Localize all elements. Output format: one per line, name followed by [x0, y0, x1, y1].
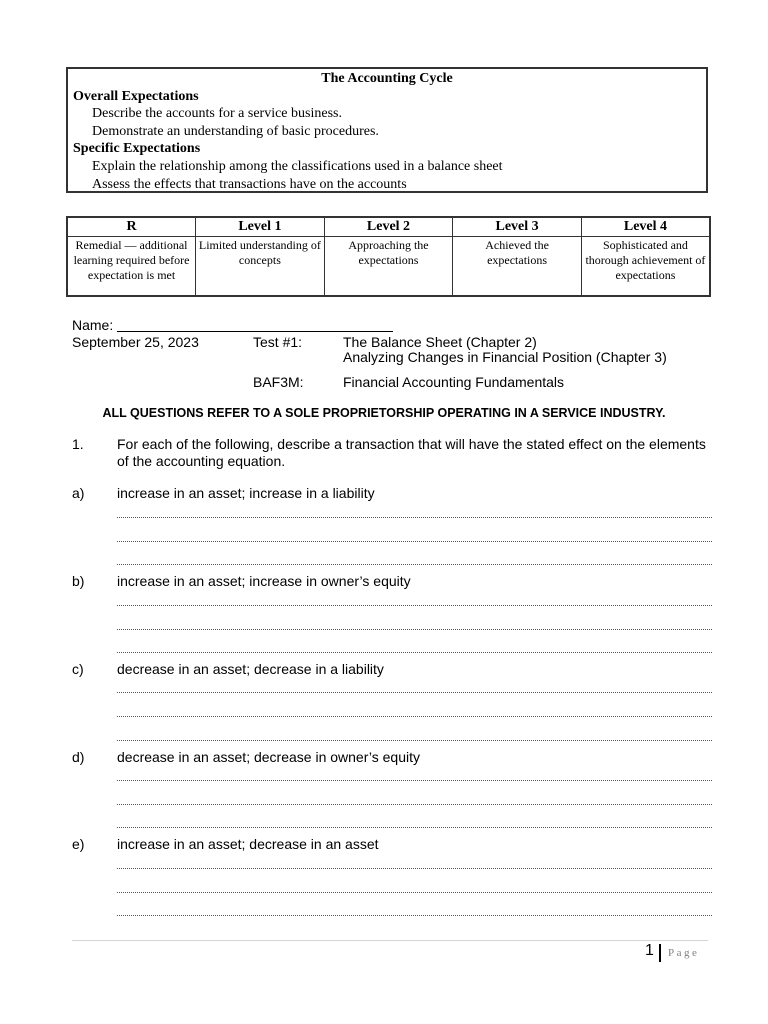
specific-expectation-item: Assess the effects that transactions have on the accounts [92, 176, 407, 192]
part-label: c) [72, 661, 84, 677]
test-date: September 25, 2023 [72, 334, 199, 350]
specific-expectations-heading: Specific Expectations [73, 141, 201, 157]
test-label: Test #1: [253, 334, 303, 350]
answer-line[interactable] [117, 652, 712, 653]
overall-expectations-heading: Overall Expectations [73, 88, 199, 104]
rubric-header-level-1: Level 1 [196, 217, 325, 237]
rubric-header-row [67, 217, 710, 237]
answer-line[interactable] [117, 564, 712, 565]
answer-line[interactable] [117, 915, 712, 916]
part-text: decrease in an asset; decrease in owner’s equity [117, 749, 420, 765]
answer-line[interactable] [117, 716, 712, 717]
part-label: e) [72, 836, 85, 852]
course-name: Financial Accounting Fundamentals [343, 374, 565, 390]
rubric-cell-level-4: Sophisticated and thorough achievement of expectations [581, 237, 710, 297]
answer-line[interactable] [117, 541, 712, 542]
rubric-cell-level-2: Approaching the expectations [324, 237, 453, 297]
page-label: Page [668, 947, 700, 959]
overall-expectation-item: Describe the accounts for a service business. [92, 106, 342, 122]
part-text: decrease in an asset; decrease in a liability [117, 661, 384, 677]
part-label: a) [72, 485, 85, 501]
overall-expectation-item: Demonstrate an understanding of basic procedures. [92, 123, 379, 139]
answer-line[interactable] [117, 827, 712, 828]
answer-line[interactable] [117, 740, 712, 741]
part-label: d) [72, 749, 85, 765]
page-separator [659, 944, 661, 962]
name-field[interactable] [117, 331, 393, 332]
rubric-header-r: R [67, 217, 196, 237]
answer-line[interactable] [117, 605, 712, 606]
answer-line[interactable] [117, 780, 712, 781]
answer-line[interactable] [117, 868, 712, 869]
rubric-cell-r: Remedial — additional learning required before expectation is met [67, 237, 196, 297]
test-topic-2: Analyzing Changes in Financial Position (Chapter 3) [343, 349, 667, 365]
question-number: 1. [72, 436, 84, 452]
name-label: Name: [72, 317, 114, 333]
answer-line[interactable] [117, 892, 712, 893]
specific-expectation-item: Explain the relationship among the classifications used in a balance sheet [92, 158, 503, 174]
course-code: BAF3M: [253, 374, 304, 390]
answer-line[interactable] [117, 517, 712, 518]
rubric-table [66, 216, 711, 297]
rubric-cell-level-1: Limited understanding of concepts [196, 237, 325, 297]
test-topic-1: The Balance Sheet (Chapter 2) [343, 334, 537, 350]
footer-divider [72, 940, 708, 941]
expectations-box [66, 67, 708, 193]
rubric-cell-level-3: Achieved the expectations [453, 237, 582, 297]
part-text: increase in an asset; decrease in an asset [117, 836, 379, 852]
page-number: 1 [645, 942, 654, 959]
answer-line[interactable] [117, 629, 712, 630]
part-text: increase in an asset; increase in owner’s equity [117, 573, 411, 589]
part-label: b) [72, 573, 85, 589]
instructions-notice: ALL QUESTIONS REFER TO A SOLE PROPRIETORSHIP OPERATING IN A SERVICE INDUSTRY. [102, 406, 666, 420]
rubric-header-level-4: Level 4 [581, 217, 710, 237]
rubric-header-level-3: Level 3 [453, 217, 582, 237]
part-text: increase in an asset; increase in a liability [117, 485, 375, 501]
rubric-description-row [67, 237, 710, 297]
question-text: For each of the following, describe a transaction that will have the stated effect on the elements of the accounting equation. [117, 436, 706, 469]
answer-line[interactable] [117, 804, 712, 805]
expectations-title: The Accounting Cycle [321, 71, 453, 86]
answer-line[interactable] [117, 692, 712, 693]
rubric-header-level-2: Level 2 [324, 217, 453, 237]
